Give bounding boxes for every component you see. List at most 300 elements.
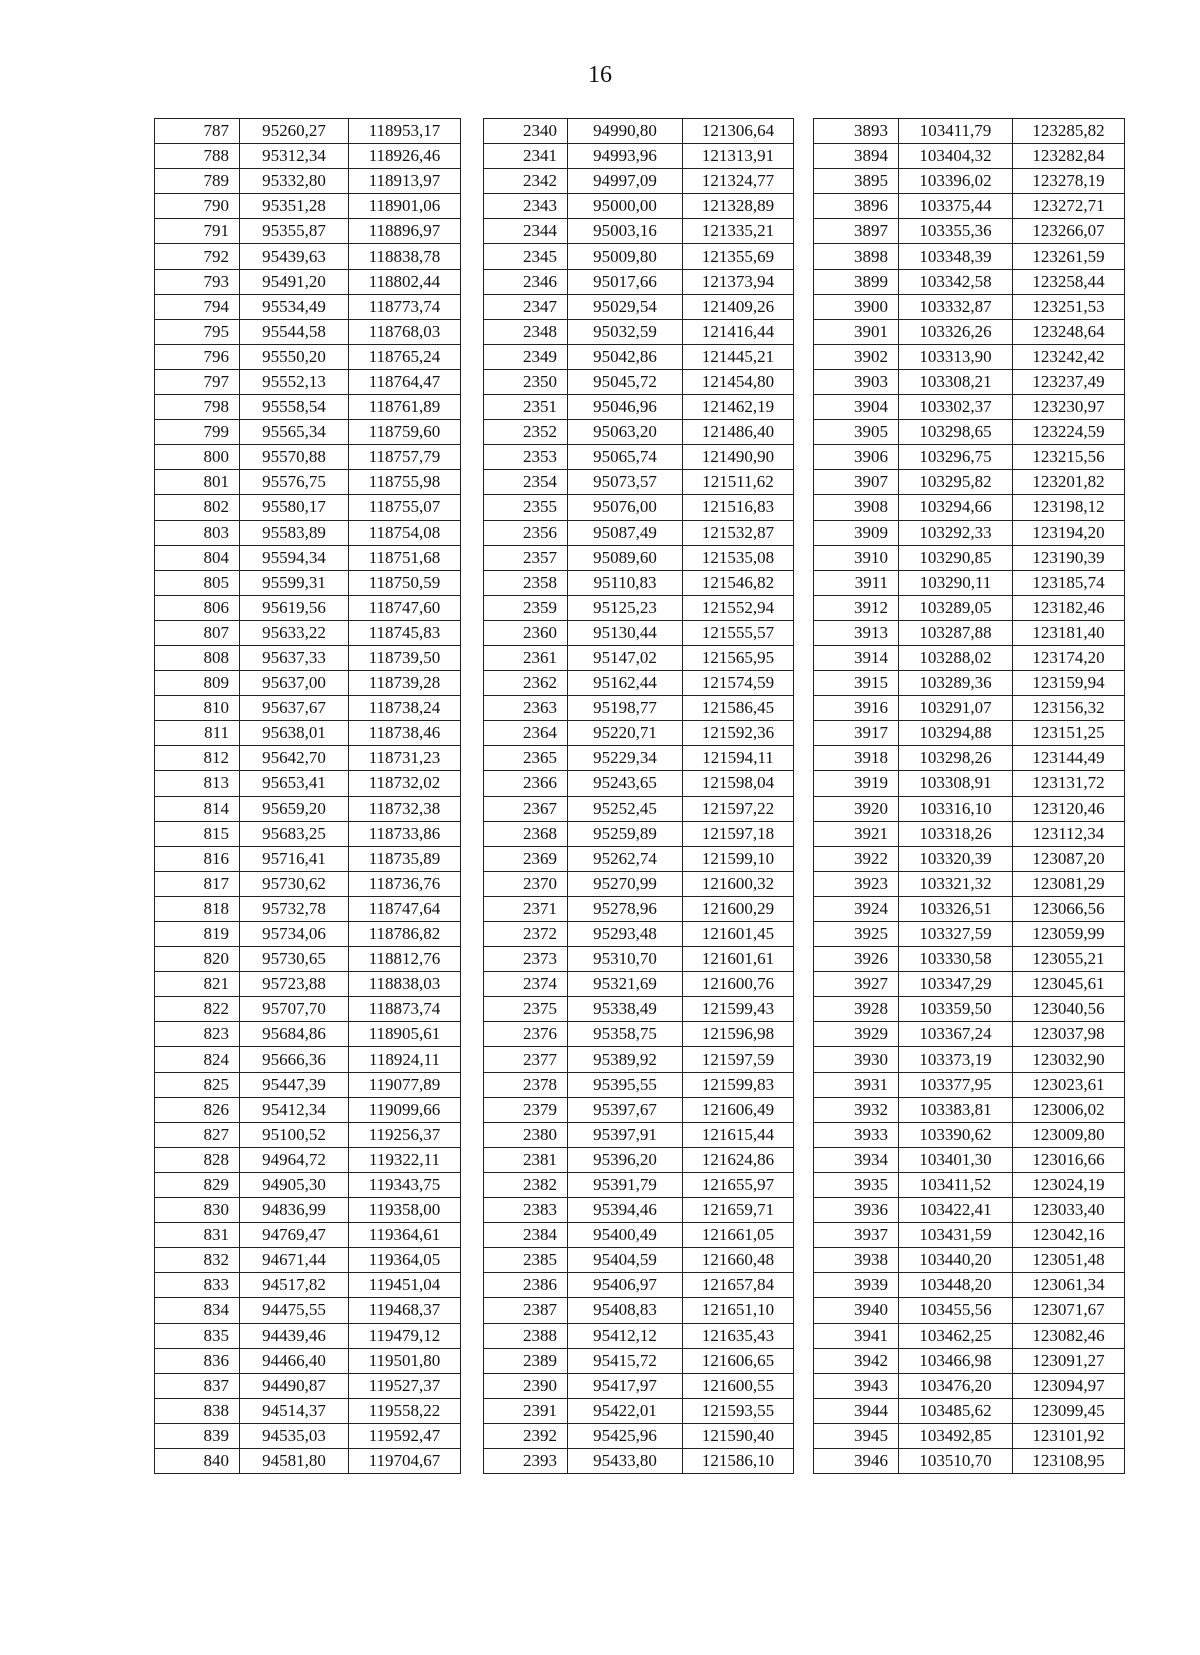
point-number-cell: 3905 (814, 420, 899, 445)
table-row (484, 1398, 794, 1423)
x-coordinate-cell: 95130,44 (568, 620, 683, 645)
y-coordinate-cell: 121606,49 (683, 1097, 794, 1122)
y-coordinate-cell: 119364,61 (349, 1223, 461, 1248)
table-row (155, 369, 461, 394)
table-row (484, 119, 794, 144)
x-coordinate-cell: 95633,22 (240, 620, 349, 645)
x-coordinate-cell: 103422,41 (899, 1198, 1013, 1223)
point-number-cell: 2343 (484, 194, 568, 219)
point-number-cell: 834 (155, 1298, 240, 1323)
point-number-cell: 792 (155, 244, 240, 269)
x-coordinate-cell: 95046,96 (568, 395, 683, 420)
point-number-cell: 2364 (484, 721, 568, 746)
point-number-cell: 821 (155, 972, 240, 997)
y-coordinate-cell: 118812,76 (349, 947, 461, 972)
x-coordinate-cell: 95260,27 (240, 119, 349, 144)
table-row (155, 269, 461, 294)
table-row (814, 796, 1125, 821)
point-number-cell: 3932 (814, 1097, 899, 1122)
point-number-cell: 835 (155, 1323, 240, 1348)
table-row (814, 169, 1125, 194)
y-coordinate-cell: 119343,75 (349, 1172, 461, 1197)
x-coordinate-cell: 103294,88 (899, 721, 1013, 746)
point-number-cell: 3912 (814, 595, 899, 620)
point-number-cell: 796 (155, 344, 240, 369)
y-coordinate-cell: 121600,76 (683, 972, 794, 997)
table-row (814, 721, 1125, 746)
point-number-cell: 831 (155, 1223, 240, 1248)
table-row (814, 1147, 1125, 1172)
point-number-cell: 811 (155, 721, 240, 746)
table-row (484, 470, 794, 495)
x-coordinate-cell: 95042,86 (568, 344, 683, 369)
x-coordinate-cell: 95544,58 (240, 319, 349, 344)
x-coordinate-cell: 94466,40 (240, 1348, 349, 1373)
y-coordinate-cell: 119558,22 (349, 1398, 461, 1423)
table-row (484, 420, 794, 445)
x-coordinate-cell: 103326,26 (899, 319, 1013, 344)
x-coordinate-cell: 103327,59 (899, 922, 1013, 947)
table-row (814, 495, 1125, 520)
table-row (155, 1097, 461, 1122)
y-coordinate-cell: 118786,82 (349, 922, 461, 947)
table-row (814, 1198, 1125, 1223)
table-row (155, 520, 461, 545)
x-coordinate-cell: 95723,88 (240, 972, 349, 997)
table-row (155, 696, 461, 721)
y-coordinate-cell: 123242,42 (1013, 344, 1125, 369)
x-coordinate-cell: 94997,09 (568, 169, 683, 194)
point-number-cell: 2384 (484, 1223, 568, 1248)
point-number-cell: 3918 (814, 746, 899, 771)
table-row (484, 1298, 794, 1323)
table-row (814, 1072, 1125, 1097)
table-row (814, 319, 1125, 344)
point-number-cell: 2348 (484, 319, 568, 344)
point-number-cell: 3925 (814, 922, 899, 947)
x-coordinate-cell: 94990,80 (568, 119, 683, 144)
x-coordinate-cell: 95065,74 (568, 445, 683, 470)
y-coordinate-cell: 121660,48 (683, 1248, 794, 1273)
x-coordinate-cell: 95412,34 (240, 1097, 349, 1122)
y-coordinate-cell: 118761,89 (349, 395, 461, 420)
point-number-cell: 791 (155, 219, 240, 244)
x-coordinate-cell: 95534,49 (240, 294, 349, 319)
table-row (484, 972, 794, 997)
table-row (814, 1122, 1125, 1147)
y-coordinate-cell: 123198,12 (1013, 495, 1125, 520)
table-row (155, 1373, 461, 1398)
y-coordinate-cell: 123037,98 (1013, 1022, 1125, 1047)
table-row (814, 595, 1125, 620)
point-number-cell: 3898 (814, 244, 899, 269)
point-number-cell: 808 (155, 645, 240, 670)
table-row (814, 395, 1125, 420)
x-coordinate-cell: 103396,02 (899, 169, 1013, 194)
point-number-cell: 806 (155, 595, 240, 620)
x-coordinate-cell: 95032,59 (568, 319, 683, 344)
table-row (155, 144, 461, 169)
table-row (814, 545, 1125, 570)
x-coordinate-cell: 95565,34 (240, 420, 349, 445)
x-coordinate-cell: 103294,66 (899, 495, 1013, 520)
x-coordinate-cell: 94439,46 (240, 1323, 349, 1348)
x-coordinate-cell: 95355,87 (240, 219, 349, 244)
y-coordinate-cell: 123033,40 (1013, 1198, 1125, 1223)
x-coordinate-cell: 95619,56 (240, 595, 349, 620)
y-coordinate-cell: 121511,62 (683, 470, 794, 495)
x-coordinate-cell: 103296,75 (899, 445, 1013, 470)
point-number-cell: 825 (155, 1072, 240, 1097)
point-number-cell: 813 (155, 771, 240, 796)
y-coordinate-cell: 119501,80 (349, 1348, 461, 1373)
table-row (814, 871, 1125, 896)
y-coordinate-cell: 121598,04 (683, 771, 794, 796)
table-row (484, 144, 794, 169)
point-number-cell: 828 (155, 1147, 240, 1172)
point-number-cell: 2387 (484, 1298, 568, 1323)
x-coordinate-cell: 95045,72 (568, 369, 683, 394)
point-number-cell: 2363 (484, 696, 568, 721)
table-row (484, 1072, 794, 1097)
point-number-cell: 2369 (484, 846, 568, 871)
table-row (155, 1448, 461, 1473)
x-coordinate-cell: 103342,58 (899, 269, 1013, 294)
point-number-cell: 832 (155, 1248, 240, 1273)
x-coordinate-cell: 95278,96 (568, 896, 683, 921)
point-number-cell: 3937 (814, 1223, 899, 1248)
table-row (814, 344, 1125, 369)
point-number-cell: 2393 (484, 1448, 568, 1473)
point-number-cell: 3913 (814, 620, 899, 645)
y-coordinate-cell: 118750,59 (349, 570, 461, 595)
x-coordinate-cell: 103377,95 (899, 1072, 1013, 1097)
table-row (155, 420, 461, 445)
y-coordinate-cell: 123230,97 (1013, 395, 1125, 420)
y-coordinate-cell: 123101,92 (1013, 1423, 1125, 1448)
y-coordinate-cell: 121590,40 (683, 1423, 794, 1448)
table-row (155, 997, 461, 1022)
x-coordinate-cell: 103321,32 (899, 871, 1013, 896)
y-coordinate-cell: 121552,94 (683, 595, 794, 620)
point-number-cell: 2366 (484, 771, 568, 796)
point-number-cell: 3922 (814, 846, 899, 871)
table-row (155, 645, 461, 670)
x-coordinate-cell: 95321,69 (568, 972, 683, 997)
point-number-cell: 3938 (814, 1248, 899, 1273)
table-row (814, 294, 1125, 319)
table-row (814, 696, 1125, 721)
table-row (484, 1423, 794, 1448)
point-number-cell: 2341 (484, 144, 568, 169)
x-coordinate-cell: 103510,70 (899, 1448, 1013, 1473)
x-coordinate-cell: 103485,62 (899, 1398, 1013, 1423)
y-coordinate-cell: 121335,21 (683, 219, 794, 244)
point-number-cell: 3909 (814, 520, 899, 545)
x-coordinate-cell: 103404,32 (899, 144, 1013, 169)
x-coordinate-cell: 95162,44 (568, 671, 683, 696)
x-coordinate-cell: 94836,99 (240, 1198, 349, 1223)
table-row (155, 771, 461, 796)
y-coordinate-cell: 118732,38 (349, 796, 461, 821)
table-row (814, 821, 1125, 846)
y-coordinate-cell: 118873,74 (349, 997, 461, 1022)
y-coordinate-cell: 118747,60 (349, 595, 461, 620)
point-number-cell: 2358 (484, 570, 568, 595)
point-number-cell: 794 (155, 294, 240, 319)
y-coordinate-cell: 123112,34 (1013, 821, 1125, 846)
y-coordinate-cell: 123120,46 (1013, 796, 1125, 821)
y-coordinate-cell: 121373,94 (683, 269, 794, 294)
point-number-cell: 3894 (814, 144, 899, 169)
x-coordinate-cell: 95000,00 (568, 194, 683, 219)
x-coordinate-cell: 94905,30 (240, 1172, 349, 1197)
point-number-cell: 820 (155, 947, 240, 972)
y-coordinate-cell: 123051,48 (1013, 1248, 1125, 1273)
y-coordinate-cell: 119527,37 (349, 1373, 461, 1398)
x-coordinate-cell: 95637,67 (240, 696, 349, 721)
y-coordinate-cell: 119468,37 (349, 1298, 461, 1323)
y-coordinate-cell: 118759,60 (349, 420, 461, 445)
y-coordinate-cell: 118926,46 (349, 144, 461, 169)
y-coordinate-cell: 121597,59 (683, 1047, 794, 1072)
point-number-cell: 817 (155, 871, 240, 896)
point-number-cell: 3928 (814, 997, 899, 1022)
y-coordinate-cell: 121635,43 (683, 1323, 794, 1348)
point-number-cell: 3893 (814, 119, 899, 144)
x-coordinate-cell: 95558,54 (240, 395, 349, 420)
y-coordinate-cell: 123201,82 (1013, 470, 1125, 495)
table-row (155, 194, 461, 219)
table-row (814, 244, 1125, 269)
table-row (155, 1172, 461, 1197)
table-row (484, 796, 794, 821)
x-coordinate-cell: 103367,24 (899, 1022, 1013, 1047)
table-row (484, 570, 794, 595)
y-coordinate-cell: 123144,49 (1013, 746, 1125, 771)
x-coordinate-cell: 94993,96 (568, 144, 683, 169)
x-coordinate-cell: 95310,70 (568, 947, 683, 972)
x-coordinate-cell: 94535,03 (240, 1423, 349, 1448)
table-row (155, 1072, 461, 1097)
x-coordinate-cell: 95580,17 (240, 495, 349, 520)
point-number-cell: 789 (155, 169, 240, 194)
table-row (814, 420, 1125, 445)
table-row (814, 746, 1125, 771)
x-coordinate-cell: 94517,82 (240, 1273, 349, 1298)
y-coordinate-cell: 121535,08 (683, 545, 794, 570)
x-coordinate-cell: 103313,90 (899, 344, 1013, 369)
y-coordinate-cell: 121313,91 (683, 144, 794, 169)
y-coordinate-cell: 123156,32 (1013, 696, 1125, 721)
x-coordinate-cell: 103375,44 (899, 194, 1013, 219)
y-coordinate-cell: 123099,45 (1013, 1398, 1125, 1423)
y-coordinate-cell: 123251,53 (1013, 294, 1125, 319)
point-number-cell: 2352 (484, 420, 568, 445)
table-row (814, 520, 1125, 545)
x-coordinate-cell: 103318,26 (899, 821, 1013, 846)
point-number-cell: 840 (155, 1448, 240, 1473)
x-coordinate-cell: 95243,65 (568, 771, 683, 796)
point-number-cell: 838 (155, 1398, 240, 1423)
table-row (484, 595, 794, 620)
y-coordinate-cell: 121601,45 (683, 922, 794, 947)
x-coordinate-cell: 95017,66 (568, 269, 683, 294)
x-coordinate-cell: 103411,52 (899, 1172, 1013, 1197)
table-row (484, 520, 794, 545)
x-coordinate-cell: 95417,97 (568, 1373, 683, 1398)
x-coordinate-cell: 103316,10 (899, 796, 1013, 821)
point-number-cell: 2353 (484, 445, 568, 470)
y-coordinate-cell: 119704,67 (349, 1448, 461, 1473)
x-coordinate-cell: 95400,49 (568, 1223, 683, 1248)
table-row (155, 1423, 461, 1448)
y-coordinate-cell: 121661,05 (683, 1223, 794, 1248)
point-number-cell: 804 (155, 545, 240, 570)
point-number-cell: 2344 (484, 219, 568, 244)
table-row (814, 1022, 1125, 1047)
point-number-cell: 2383 (484, 1198, 568, 1223)
table-row (155, 1323, 461, 1348)
table-row (814, 1248, 1125, 1273)
x-coordinate-cell: 95029,54 (568, 294, 683, 319)
y-coordinate-cell: 121594,11 (683, 746, 794, 771)
x-coordinate-cell: 95412,12 (568, 1323, 683, 1348)
point-number-cell: 3907 (814, 470, 899, 495)
table-row (484, 821, 794, 846)
y-coordinate-cell: 123261,59 (1013, 244, 1125, 269)
y-coordinate-cell: 118747,64 (349, 896, 461, 921)
point-number-cell: 3944 (814, 1398, 899, 1423)
x-coordinate-cell: 94581,80 (240, 1448, 349, 1473)
table-row (484, 269, 794, 294)
point-number-cell: 2375 (484, 997, 568, 1022)
table-row (484, 922, 794, 947)
point-number-cell: 2340 (484, 119, 568, 144)
table-row (484, 1122, 794, 1147)
y-coordinate-cell: 123159,94 (1013, 671, 1125, 696)
point-number-cell: 2350 (484, 369, 568, 394)
point-number-cell: 2360 (484, 620, 568, 645)
y-coordinate-cell: 123174,20 (1013, 645, 1125, 670)
y-coordinate-cell: 123087,20 (1013, 846, 1125, 871)
table-row (814, 671, 1125, 696)
table-row (484, 445, 794, 470)
y-coordinate-cell: 121600,32 (683, 871, 794, 896)
point-number-cell: 3919 (814, 771, 899, 796)
y-coordinate-cell: 118905,61 (349, 1022, 461, 1047)
point-number-cell: 3936 (814, 1198, 899, 1223)
point-number-cell: 788 (155, 144, 240, 169)
y-coordinate-cell: 118913,97 (349, 169, 461, 194)
table-row (814, 570, 1125, 595)
table-row (484, 1373, 794, 1398)
point-number-cell: 3916 (814, 696, 899, 721)
table-row (155, 922, 461, 947)
y-coordinate-cell: 121659,71 (683, 1198, 794, 1223)
table-row (484, 620, 794, 645)
point-number-cell: 2385 (484, 1248, 568, 1273)
x-coordinate-cell: 95425,96 (568, 1423, 683, 1448)
y-coordinate-cell: 123091,27 (1013, 1348, 1125, 1373)
y-coordinate-cell: 121586,45 (683, 696, 794, 721)
y-coordinate-cell: 121324,77 (683, 169, 794, 194)
table-row (814, 194, 1125, 219)
table-row (814, 144, 1125, 169)
x-coordinate-cell: 95433,80 (568, 1448, 683, 1473)
point-number-cell: 3915 (814, 671, 899, 696)
point-number-cell: 2357 (484, 545, 568, 570)
x-coordinate-cell: 95389,92 (568, 1047, 683, 1072)
point-number-cell: 839 (155, 1423, 240, 1448)
y-coordinate-cell: 123131,72 (1013, 771, 1125, 796)
point-number-cell: 810 (155, 696, 240, 721)
point-number-cell: 3903 (814, 369, 899, 394)
x-coordinate-cell: 95730,65 (240, 947, 349, 972)
point-number-cell: 3911 (814, 570, 899, 595)
x-coordinate-cell: 95447,39 (240, 1072, 349, 1097)
x-coordinate-cell: 95229,34 (568, 746, 683, 771)
point-number-cell: 2351 (484, 395, 568, 420)
x-coordinate-cell: 103431,59 (899, 1223, 1013, 1248)
point-number-cell: 3904 (814, 395, 899, 420)
table-row (484, 871, 794, 896)
point-number-cell: 2388 (484, 1323, 568, 1348)
table-row (155, 1398, 461, 1423)
y-coordinate-cell: 121593,55 (683, 1398, 794, 1423)
y-coordinate-cell: 118755,07 (349, 495, 461, 520)
y-coordinate-cell: 121597,18 (683, 821, 794, 846)
table-row (814, 972, 1125, 997)
point-number-cell: 809 (155, 671, 240, 696)
x-coordinate-cell: 94514,37 (240, 1398, 349, 1423)
y-coordinate-cell: 121532,87 (683, 520, 794, 545)
y-coordinate-cell: 121546,82 (683, 570, 794, 595)
x-coordinate-cell: 103448,20 (899, 1273, 1013, 1298)
point-number-cell: 2362 (484, 671, 568, 696)
point-number-cell: 787 (155, 119, 240, 144)
table-row (484, 1223, 794, 1248)
y-coordinate-cell: 123182,46 (1013, 595, 1125, 620)
point-number-cell: 799 (155, 420, 240, 445)
table-row (155, 244, 461, 269)
point-number-cell: 3895 (814, 169, 899, 194)
y-coordinate-cell: 118735,89 (349, 846, 461, 871)
y-coordinate-cell: 119099,66 (349, 1097, 461, 1122)
point-number-cell: 2386 (484, 1273, 568, 1298)
y-coordinate-cell: 118802,44 (349, 269, 461, 294)
y-coordinate-cell: 118757,79 (349, 445, 461, 470)
y-coordinate-cell: 118838,03 (349, 972, 461, 997)
x-coordinate-cell: 103440,20 (899, 1248, 1013, 1273)
y-coordinate-cell: 121586,10 (683, 1448, 794, 1473)
point-number-cell: 3943 (814, 1373, 899, 1398)
point-number-cell: 3924 (814, 896, 899, 921)
x-coordinate-cell: 95552,13 (240, 369, 349, 394)
table-row (814, 846, 1125, 871)
y-coordinate-cell: 123151,25 (1013, 721, 1125, 746)
x-coordinate-cell: 103348,39 (899, 244, 1013, 269)
y-coordinate-cell: 119451,04 (349, 1273, 461, 1298)
x-coordinate-cell: 103466,98 (899, 1348, 1013, 1373)
point-number-cell: 818 (155, 896, 240, 921)
y-coordinate-cell: 121409,26 (683, 294, 794, 319)
x-coordinate-cell: 95351,28 (240, 194, 349, 219)
x-coordinate-cell: 95491,20 (240, 269, 349, 294)
point-number-cell: 2356 (484, 520, 568, 545)
y-coordinate-cell: 118764,47 (349, 369, 461, 394)
point-number-cell: 836 (155, 1348, 240, 1373)
